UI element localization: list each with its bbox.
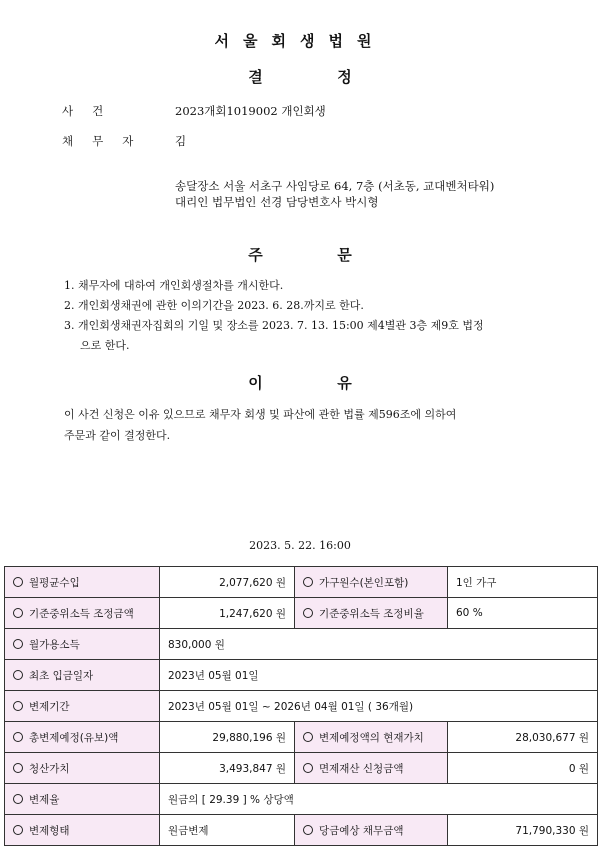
table-row bbox=[5, 691, 598, 722]
circle-icon bbox=[303, 608, 313, 618]
debt-label-cell bbox=[295, 815, 448, 846]
table-row bbox=[5, 598, 598, 629]
order-heading-char-1: 주 bbox=[248, 246, 263, 264]
reason-line-2: 주문과 같이 결정한다. bbox=[64, 429, 171, 442]
rate-label: 변제율 bbox=[29, 793, 60, 806]
reason-heading-char-1: 이 bbox=[248, 374, 263, 392]
decision-title-char-1: 결 bbox=[248, 68, 263, 86]
adjusted-ratio-label-cell bbox=[295, 598, 448, 629]
circle-icon bbox=[13, 577, 23, 587]
total-label-cell bbox=[5, 722, 160, 753]
table-row bbox=[5, 629, 598, 660]
legal-agent: 대리인 법무법인 선경 담당변호사 박시형 bbox=[175, 195, 379, 209]
service-address: 송달장소 서울 서초구 사임당로 64, 7층 (서초동, 교대벤처타워) bbox=[175, 179, 495, 193]
circle-icon bbox=[13, 639, 23, 649]
table-row bbox=[5, 567, 598, 598]
order-heading-char-2: 문 bbox=[337, 246, 352, 264]
disposable-label-cell bbox=[5, 629, 160, 660]
reason-line-1: 이 사건 신청은 이유 있으므로 채무자 회생 및 파산에 관한 법률 제596조에 의하여 bbox=[64, 408, 457, 421]
circle-icon bbox=[13, 825, 23, 835]
household-label-cell bbox=[295, 567, 448, 598]
debtor-label: 채무자 bbox=[62, 134, 153, 148]
liquidation-label: 청산가치 bbox=[29, 762, 70, 775]
first-payment-label: 최초 입금일자 bbox=[29, 669, 94, 682]
order-list bbox=[64, 276, 544, 356]
type-label-cell bbox=[5, 815, 160, 846]
table-row bbox=[5, 722, 598, 753]
circle-icon bbox=[303, 825, 313, 835]
circle-icon bbox=[303, 577, 313, 587]
disposable-label: 월가용소득 bbox=[29, 638, 80, 651]
adjusted-median-label: 기준중위소득 조정금액 bbox=[29, 607, 134, 620]
exempt-label: 면제재산 신청금액 bbox=[319, 762, 404, 775]
type-value: 원금변제 bbox=[160, 815, 295, 846]
present-value-label-cell bbox=[295, 722, 448, 753]
circle-icon bbox=[13, 732, 23, 742]
debtor-name: 김 bbox=[175, 134, 187, 148]
decision-date: 2023. 5. 22. 16:00 bbox=[249, 539, 351, 552]
order-item-2: 2. 개인회생채권에 관한 이의기간을 2023. 6. 28.까지로 한다. bbox=[64, 299, 364, 312]
debt-label: 당금예상 채무금액 bbox=[319, 824, 404, 837]
monthly-income-label-cell bbox=[5, 567, 160, 598]
rate-label-cell bbox=[5, 784, 160, 815]
circle-icon bbox=[13, 670, 23, 680]
repayment-summary-table bbox=[4, 566, 598, 846]
period-label-cell bbox=[5, 691, 160, 722]
type-label: 변제형태 bbox=[29, 824, 70, 837]
table-row bbox=[5, 784, 598, 815]
table-row bbox=[5, 815, 598, 846]
order-item-3-continued: 으로 한다. bbox=[80, 339, 130, 352]
disposable-value: 830,000 원 bbox=[160, 629, 598, 660]
monthly-income-label: 월평균수입 bbox=[29, 576, 80, 589]
circle-icon bbox=[303, 763, 313, 773]
exempt-value: 0 원 bbox=[448, 753, 598, 784]
debt-value: 71,790,330 원 bbox=[448, 815, 598, 846]
circle-icon bbox=[13, 794, 23, 804]
total-label: 총변제예정(유보)액 bbox=[29, 731, 119, 744]
decision-title bbox=[0, 66, 600, 87]
monthly-income-value: 2,077,620 원 bbox=[160, 567, 295, 598]
liquidation-value: 3,493,847 원 bbox=[160, 753, 295, 784]
first-payment-value: 2023년 05월 01일 bbox=[160, 660, 598, 691]
rate-value: 원금의 [ 29.39 ] % 상당액 bbox=[160, 784, 598, 815]
reason-text bbox=[64, 404, 544, 446]
first-payment-label-cell bbox=[5, 660, 160, 691]
reason-heading-char-2: 유 bbox=[337, 374, 352, 392]
circle-icon bbox=[13, 608, 23, 618]
household-value: 1인 가구 bbox=[448, 567, 598, 598]
period-value: 2023년 05월 01일 ~ 2026년 04월 01일 ( 36개월) bbox=[160, 691, 598, 722]
court-name: 서울회생법원 bbox=[214, 32, 386, 50]
decision-title-char-2: 정 bbox=[337, 68, 352, 86]
order-heading bbox=[0, 244, 600, 265]
table-row bbox=[5, 753, 598, 784]
circle-icon bbox=[303, 732, 313, 742]
exempt-label-cell bbox=[295, 753, 448, 784]
table-row bbox=[5, 660, 598, 691]
case-label: 사건 bbox=[62, 104, 123, 118]
order-item-1: 1. 채무자에 대하여 개인회생절차를 개시한다. bbox=[64, 279, 284, 292]
period-label: 변제기간 bbox=[29, 700, 70, 713]
household-label: 가구원수(본인포함) bbox=[319, 576, 409, 589]
circle-icon bbox=[13, 701, 23, 711]
adjusted-median-value: 1,247,620 원 bbox=[160, 598, 295, 629]
case-number: 2023개회1019002 개인회생 bbox=[175, 104, 326, 118]
total-value: 29,880,196 원 bbox=[160, 722, 295, 753]
circle-icon bbox=[13, 763, 23, 773]
liquidation-label-cell bbox=[5, 753, 160, 784]
adjusted-ratio-value: 60 % bbox=[448, 598, 598, 629]
present-value-label: 변제예정액의 현재가치 bbox=[319, 731, 424, 744]
reason-heading bbox=[0, 372, 600, 393]
adjusted-ratio-label: 기준중위소득 조정비율 bbox=[319, 607, 424, 620]
present-value-value: 28,030,677 원 bbox=[448, 722, 598, 753]
adjusted-median-label-cell bbox=[5, 598, 160, 629]
order-item-3: 3. 개인회생채권자집회의 기일 및 장소를 2023. 7. 13. 15:00 제4별관 3층 제9호 법정 bbox=[64, 319, 484, 332]
